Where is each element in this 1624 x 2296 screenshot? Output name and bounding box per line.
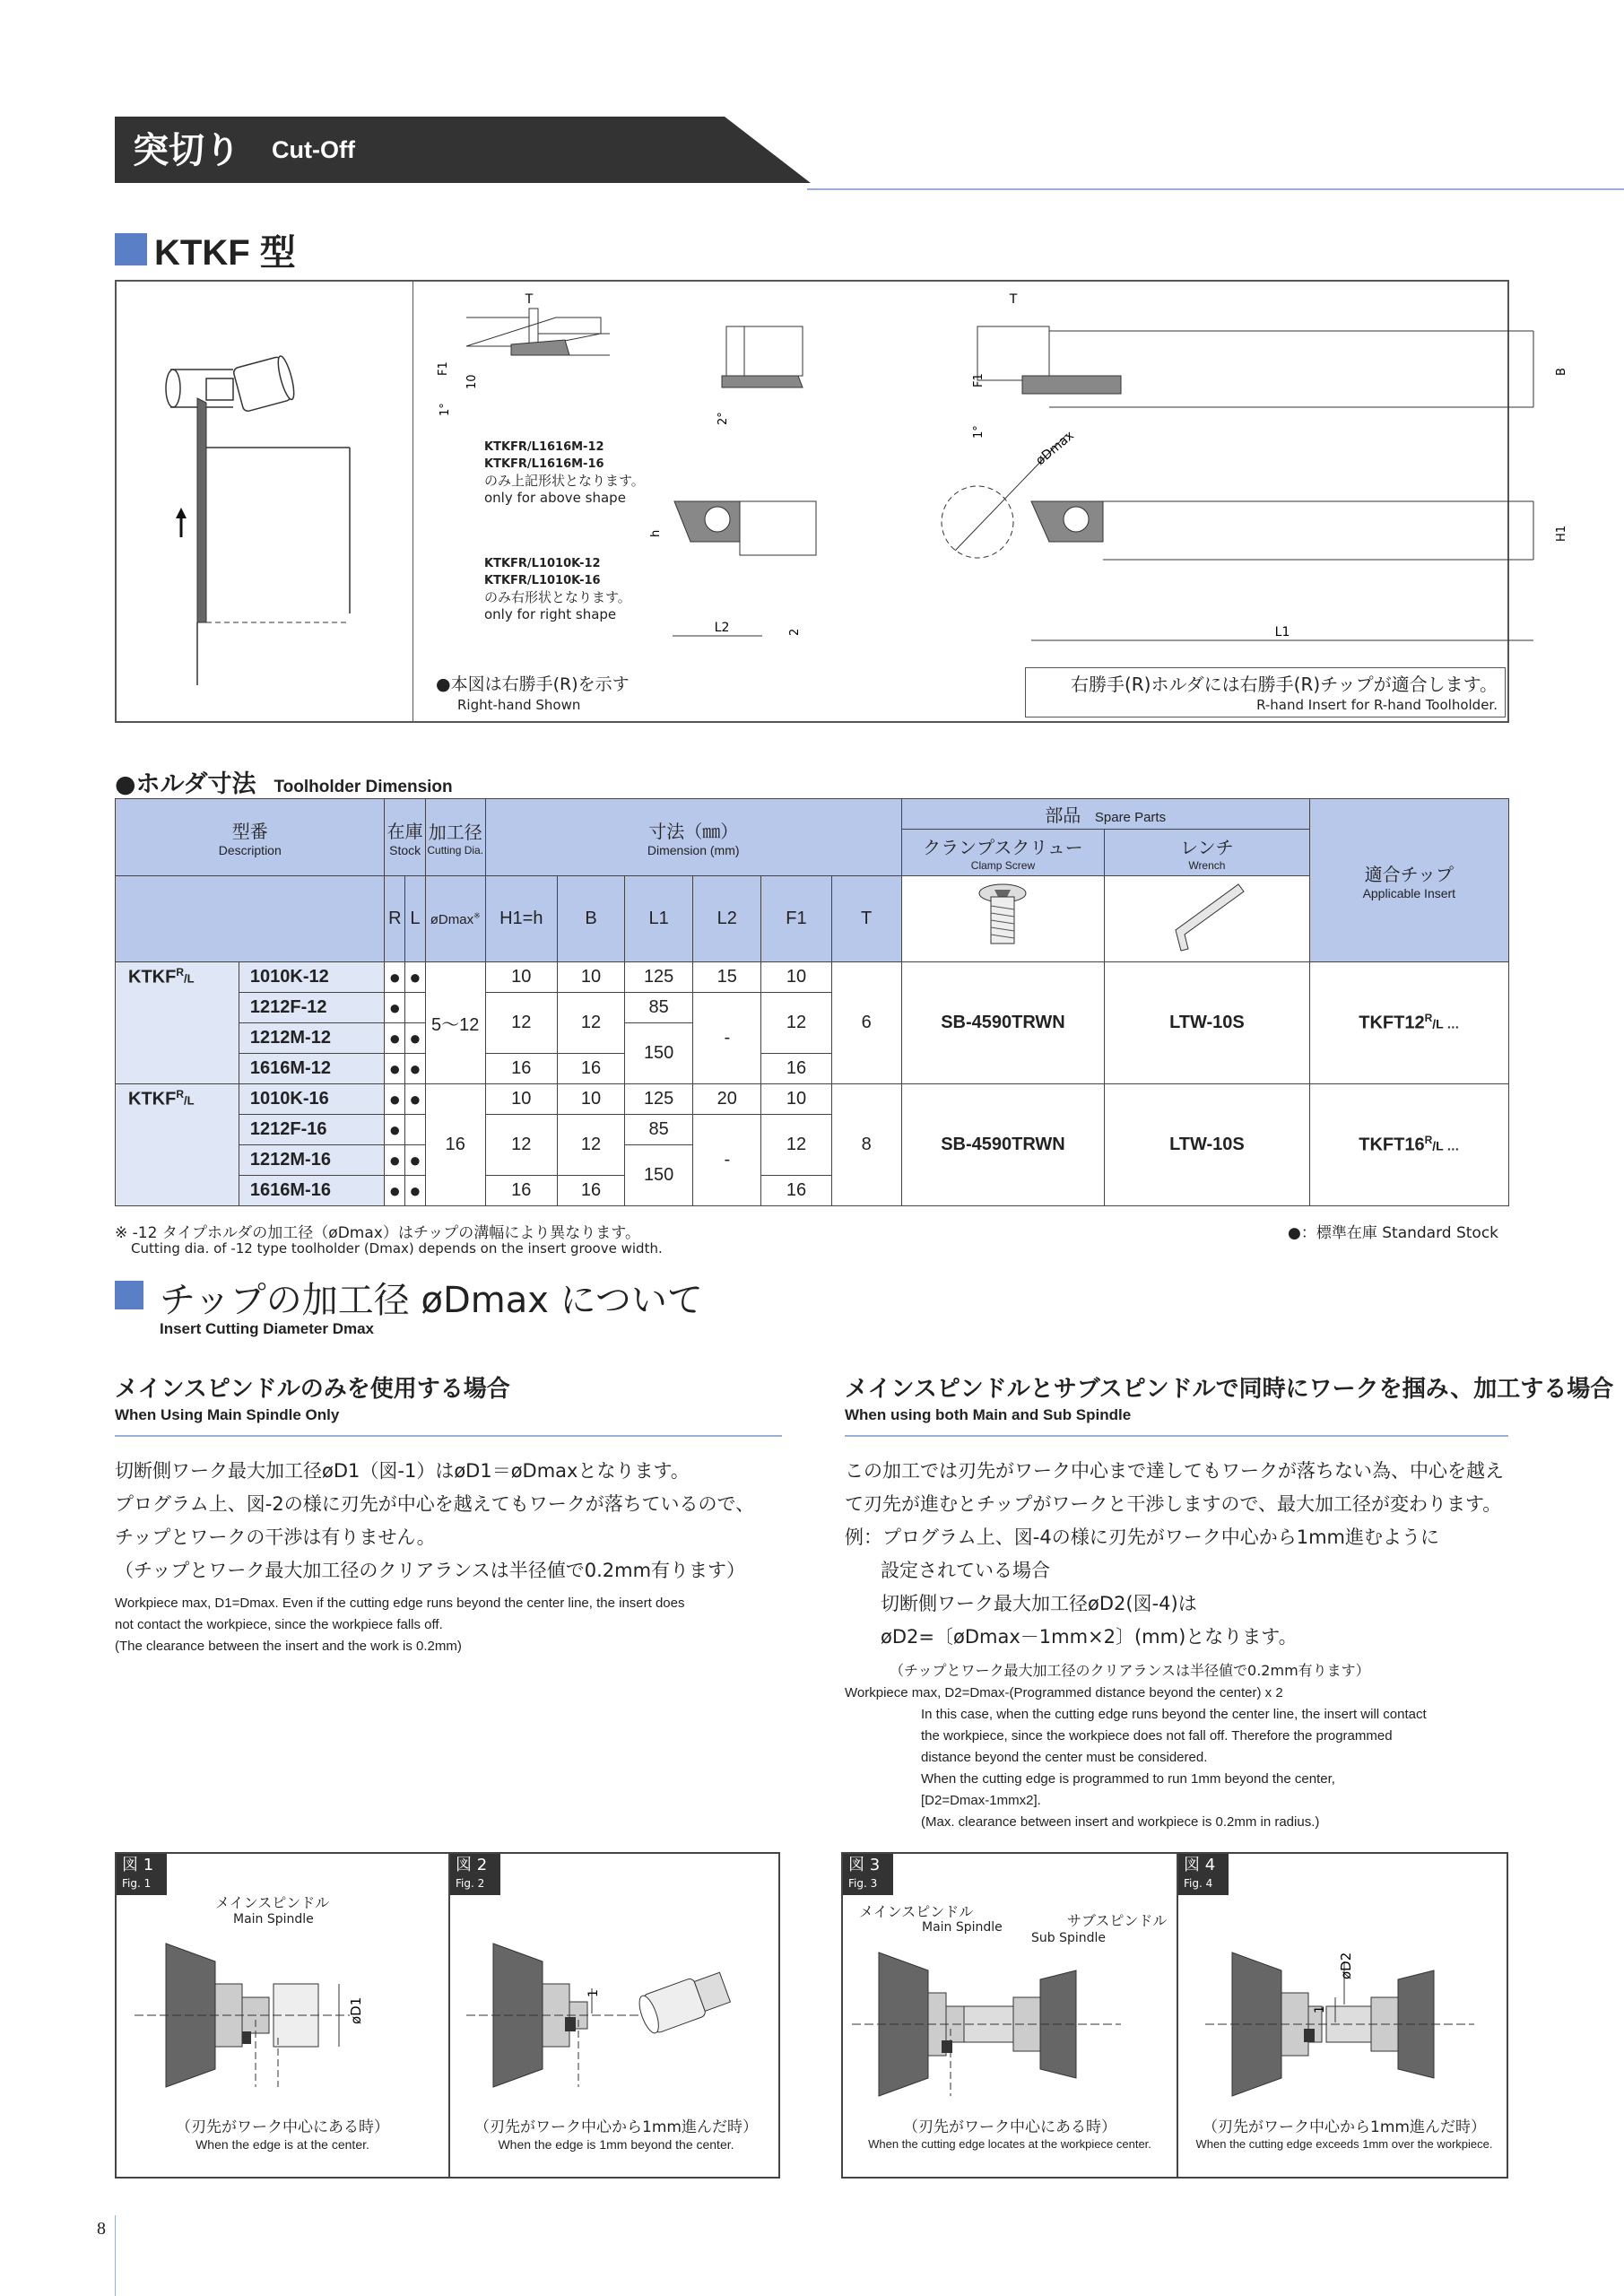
right-jp-line3: 例：プログラム上、図-4の様に刃先がワーク中心から1mm進むように xyxy=(845,1526,1439,1548)
holder-title-jp: ●ホルダ寸法 xyxy=(115,770,256,798)
fig2-tag xyxy=(450,1854,500,1895)
table-row-model: 1616M-12 xyxy=(239,1054,385,1084)
header-cutting xyxy=(425,799,485,876)
figure-panel-right xyxy=(841,1852,1508,2179)
group2-prefix-text: KTKF xyxy=(128,1089,177,1109)
right-body-jp xyxy=(845,1455,1526,1654)
stock-l: ● xyxy=(405,1176,426,1206)
stock-r: ● xyxy=(385,1054,405,1084)
table-row-model: 1010K-16 xyxy=(239,1084,385,1115)
stock-r: ● xyxy=(385,1023,405,1054)
fig1-drawing xyxy=(135,1935,439,2096)
cell-f1: 10 xyxy=(761,1084,831,1115)
stock-r: ● xyxy=(385,1176,405,1206)
dim-label-b: B xyxy=(1555,368,1568,376)
dim-label-10: 10 xyxy=(465,374,479,389)
header-b: B xyxy=(557,876,624,962)
cell-b: 16 xyxy=(557,1054,624,1084)
stock-l: ● xyxy=(405,1084,426,1115)
header-dmax-text: øDmax xyxy=(430,911,474,927)
group2-insert-sub: /L … xyxy=(1432,1138,1460,1153)
header-insert-jp: 適合チップ xyxy=(1364,865,1455,885)
holder-dimension-title xyxy=(115,764,453,799)
fig3-label2-jp: サブスピンドル xyxy=(1067,1912,1168,1929)
header-insert-en: Applicable Insert xyxy=(1362,886,1456,900)
note-b-line3: のみ右形状となります。 xyxy=(484,589,631,605)
right-body-en xyxy=(845,1683,1508,1833)
group2-prefix-sup: R xyxy=(176,1088,184,1100)
right-en-line7: (Max. clearance between insert and workpiece is 0.2mm in radius.) xyxy=(921,1814,1320,1830)
fig3-label-en: Main Spindle xyxy=(922,1920,1003,1935)
right-rule xyxy=(845,1435,1508,1437)
right-jp-line6: øD2=〔øDmax－1mm×2〕(mm)となります。 xyxy=(881,1626,1298,1648)
cell-f1: 12 xyxy=(761,1115,831,1176)
stock-r: ● xyxy=(385,1145,405,1176)
header-stock xyxy=(385,799,425,876)
fig4-caption-jp: （刃先がワーク中心から1mm進んだ時） xyxy=(1203,2118,1486,2136)
right-heading: メインスピンドルとサブスピンドルで同時にワークを掴み、加工する場合 xyxy=(845,1376,1614,1403)
group1-prefix-sub: /L xyxy=(184,971,195,986)
page-margin-rule xyxy=(115,2215,116,2296)
stock-legend: ●：標準在庫 Standard Stock xyxy=(1288,1224,1499,1242)
left-subheading: When Using Main Spindle Only xyxy=(115,1406,340,1423)
header-r: R xyxy=(385,876,405,962)
cell-f1: 16 xyxy=(761,1054,831,1084)
fig1-label-jp: メインスピンドル xyxy=(215,1894,330,1911)
left-jp-line2: プログラム上、図-2の様に刃先が中心を越えてもワークが落ちているので、 xyxy=(115,1493,755,1515)
fig2-tag-en: Fig. 2 xyxy=(456,1877,485,1890)
dim-label-2: 2 xyxy=(788,628,802,636)
header-dimension-jp: 寸法（㎜） xyxy=(648,822,739,842)
cell-f1: 10 xyxy=(761,962,831,993)
group2-dmax: 16 xyxy=(425,1084,485,1206)
group2-insert xyxy=(1309,1084,1508,1206)
section-banner xyxy=(115,117,814,183)
cell-f1: 16 xyxy=(761,1176,831,1206)
header-dimension-en: Dimension (mm) xyxy=(647,843,740,857)
stock-l xyxy=(405,993,426,1023)
cell-l2: 15 xyxy=(693,962,761,993)
stock-l xyxy=(405,1115,426,1145)
insert-note-box xyxy=(1025,667,1506,718)
left-jp-line3: チップとワークの干渉は有りません。 xyxy=(115,1526,436,1548)
stock-r: ● xyxy=(385,962,405,993)
cell-b: 16 xyxy=(557,1176,624,1206)
left-jp-line4: （チップとワーク最大加工径のクリアランスは半径値で0.2mm有ります） xyxy=(115,1560,746,1581)
header-dmax-sup: ※ xyxy=(473,910,481,920)
header-cutting-jp: 加工径 xyxy=(428,823,482,843)
header-wrench-jp: レンチ xyxy=(1180,839,1234,858)
dim-label-f1b: F1 xyxy=(972,373,986,387)
wrench-image xyxy=(1105,876,1309,962)
series-title: KTKF 型 xyxy=(154,233,296,273)
table-note-en: Cutting dia. of -12 type toolholder (Dmax) depends on the insert groove width. xyxy=(131,1240,663,1257)
dim-label-dmax: øDmax xyxy=(1033,428,1077,469)
fig4-dim-1: 1 xyxy=(1313,2005,1327,2013)
section-square-icon xyxy=(115,1281,143,1309)
group2-insert-sup: R xyxy=(1424,1134,1433,1147)
right-en-line2: In this case, when the cutting edge runs beyond the center line, the insert will contact xyxy=(921,1707,1427,1722)
group1-prefix xyxy=(116,962,239,1084)
fig1-caption-en: When the edge is at the center. xyxy=(195,2137,369,2152)
note-above-shape xyxy=(484,439,673,507)
dim-label-1deg: 1° xyxy=(439,403,452,416)
screw-icon xyxy=(971,881,1034,952)
dim-label-f1a: F1 xyxy=(437,361,450,376)
cell-f1: 12 xyxy=(761,993,831,1054)
right-jp-line1: この加工では刃先がワーク中心まで達してもワークが落ちない為、中心を越え xyxy=(845,1460,1504,1482)
table-row-model: 1010K-12 xyxy=(239,962,385,993)
left-heading: メインスピンドルのみを使用する場合 xyxy=(115,1376,510,1403)
table-row-model: 1616M-16 xyxy=(239,1176,385,1206)
fig1-tag-jp: 図 1 xyxy=(122,1856,154,1874)
fig2-caption-jp: （刃先がワーク中心から1mm進んだ時） xyxy=(474,2118,758,2136)
cell-l1: 85 xyxy=(625,993,693,1023)
right-hand-shown-en: Right-hand Shown xyxy=(457,697,581,713)
stock-l: ● xyxy=(405,1145,426,1176)
header-description-blank xyxy=(116,876,385,962)
page-number: 8 xyxy=(97,2219,106,2239)
right-en-line6: [D2=Dmax-1mmx2]. xyxy=(921,1793,1041,1808)
fig4-tag-jp: 図 4 xyxy=(1184,1856,1216,1874)
group1-t: 6 xyxy=(831,962,901,1084)
cell-l1: 125 xyxy=(625,1084,693,1115)
table-row-model: 1212F-16 xyxy=(239,1115,385,1145)
group1-dmax: 5〜12 xyxy=(425,962,485,1084)
group1-screw: SB-4590TRWN xyxy=(901,962,1104,1084)
header-clamp-jp: クランプスクリュー xyxy=(923,839,1083,858)
group1-insert-sub: /L … xyxy=(1432,1016,1460,1031)
dim-label-t2: T xyxy=(1009,292,1018,307)
fig3-label-jp: メインスピンドル xyxy=(859,1903,974,1920)
cell-l1: 85 xyxy=(625,1115,693,1145)
fig3-tag xyxy=(843,1854,893,1895)
group1-prefix-text: KTKF xyxy=(128,967,177,987)
group1-wrench: LTW-10S xyxy=(1105,962,1309,1084)
cell-b: 10 xyxy=(557,1084,624,1115)
banner-title-jp: 突切り xyxy=(133,130,240,171)
cell-l1: 150 xyxy=(625,1023,693,1084)
toolholder-dimension-table xyxy=(115,798,1509,1206)
fig3-caption-en: When the cutting edge locates at the workpiece center. xyxy=(868,2137,1151,2151)
right-hand-shown-jp: ●本図は右勝手(R)を示す xyxy=(436,674,630,694)
header-dmax xyxy=(425,876,485,962)
wrench-icon xyxy=(1158,881,1256,952)
fig3-label2-en: Sub Spindle xyxy=(1031,1931,1107,1945)
header-description-jp: 型番 xyxy=(231,822,268,842)
note-right-shape xyxy=(484,555,673,623)
left-rule xyxy=(115,1435,782,1437)
header-dimension xyxy=(485,799,901,876)
group2-t: 8 xyxy=(831,1084,901,1206)
cell-l2: 20 xyxy=(693,1084,761,1115)
header-rule xyxy=(807,188,1624,190)
cell-l1: 150 xyxy=(625,1145,693,1206)
holder-title-en: Toolholder Dimension xyxy=(274,778,453,796)
cell-b: 10 xyxy=(557,962,624,993)
header-description-en: Description xyxy=(218,843,282,857)
dim-label-h: h xyxy=(649,529,663,537)
right-en-line1: Workpiece max, D2=Dmax-(Programmed distance beyond the center) x 2 xyxy=(845,1685,1283,1700)
stock-l: ● xyxy=(405,1054,426,1084)
fig3-tag-jp: 図 3 xyxy=(848,1856,881,1874)
right-en-line5: When the cutting edge is programmed to run 1mm beyond the center, xyxy=(921,1771,1335,1787)
stock-r: ● xyxy=(385,1084,405,1115)
header-f1: F1 xyxy=(761,876,831,962)
table-row-model: 1212M-16 xyxy=(239,1145,385,1176)
fig2-dim-1: 1 xyxy=(586,1989,601,1997)
fig2-drawing xyxy=(466,1935,771,2096)
group1-insert-text: TKFT12 xyxy=(1359,1013,1425,1033)
left-body-jp xyxy=(115,1455,796,1587)
fig4-drawing xyxy=(1187,1926,1501,2105)
chip-section-subtitle: Insert Cutting Diameter Dmax xyxy=(160,1320,374,1337)
cell-l1: 125 xyxy=(625,962,693,993)
right-en-line3: the workpiece, since the workpiece does not fall off. Therefore the programmed xyxy=(921,1728,1393,1744)
group1-insert-sup: R xyxy=(1424,1012,1433,1025)
header-description xyxy=(116,799,385,876)
right-jp-line7: （チップとワーク最大加工径のクリアランスは半径値で0.2mm有ります） xyxy=(890,1662,1370,1679)
cell-h1: 12 xyxy=(485,993,557,1054)
left-body-en xyxy=(115,1593,796,1657)
fig2-caption-en: When the edge is 1mm beyond the center. xyxy=(498,2137,734,2152)
dim-label-h1: H1 xyxy=(1555,525,1568,542)
fig1-label-en: Main Spindle xyxy=(233,1912,314,1926)
dim-label-l2: L2 xyxy=(714,621,730,635)
cell-b: 12 xyxy=(557,1115,624,1176)
header-cutting-en: Cutting Dia. xyxy=(427,844,484,857)
header-insert xyxy=(1309,799,1508,962)
group1-insert xyxy=(1309,962,1508,1084)
fig1-caption-jp: （刃先がワーク中心にある時） xyxy=(176,2118,389,2136)
note-b-line4: only for right shape xyxy=(484,606,617,622)
cell-h1: 16 xyxy=(485,1054,557,1084)
group2-prefix xyxy=(116,1084,239,1206)
fig4-tag-en: Fig. 4 xyxy=(1184,1877,1213,1890)
header-l2: L2 xyxy=(693,876,761,962)
left-en-line2: not contact the workpiece, since the workpiece falls off. xyxy=(115,1617,443,1632)
figure-panel-left xyxy=(115,1852,780,2179)
header-clamp-en: Clamp Screw xyxy=(970,859,1036,872)
fig2-tag-jp: 図 2 xyxy=(456,1856,488,1874)
header-spare-jp: 部品 xyxy=(1045,806,1081,826)
header-wrench-en: Wrench xyxy=(1188,859,1226,872)
dim-label-l1: L1 xyxy=(1274,625,1290,639)
header-wrench xyxy=(1105,830,1309,876)
note-b-line1: KTKFR/L1010K-12 xyxy=(484,557,601,570)
fig4-tag xyxy=(1178,1854,1229,1895)
dim-label-t1: T xyxy=(525,292,534,307)
note-b-line2: KTKFR/L1010K-16 xyxy=(484,574,601,587)
right-jp-line2: て刃先が進むとチップがワークと干渉しますので、最大加工径が変わります。 xyxy=(845,1493,1502,1515)
right-subheading: When using both Main and Sub Spindle xyxy=(845,1406,1132,1423)
stock-r: ● xyxy=(385,993,405,1023)
header-spare xyxy=(901,799,1309,830)
cell-l2: - xyxy=(693,1115,761,1206)
section-square-icon xyxy=(115,233,147,265)
fig3-caption-jp: （刃先がワーク中心にある時） xyxy=(903,2118,1116,2136)
right-jp-line5: 切断側ワーク最大加工径øD2(図-4)は xyxy=(881,1593,1197,1614)
banner-title-en: Cut-Off xyxy=(272,136,355,163)
cell-h1: 10 xyxy=(485,962,557,993)
left-jp-line1: 切断側ワーク最大加工径øD1（図-1）はøD1＝øDmaxとなります。 xyxy=(115,1460,690,1482)
stock-r: ● xyxy=(385,1115,405,1145)
note-a-line1: KTKFR/L1616M-12 xyxy=(484,440,604,454)
group2-wrench: LTW-10S xyxy=(1105,1084,1309,1206)
left-en-line3: (The clearance between the insert and the work is 0.2mm) xyxy=(115,1639,462,1654)
right-jp-line4: 設定されている場合 xyxy=(881,1560,1050,1581)
table-row-model: 1212M-12 xyxy=(239,1023,385,1054)
note-a-line3: のみ上記形状となります。 xyxy=(484,473,645,489)
note-a-line2: KTKFR/L1616M-16 xyxy=(484,457,604,471)
insert-note-jp: 右勝手(R)ホルダには右勝手(R)チップが適合します。 xyxy=(1070,674,1498,695)
group2-prefix-sub: /L xyxy=(184,1093,195,1108)
note-a-line4: only for above shape xyxy=(484,490,626,506)
table-row-model: 1212F-12 xyxy=(239,993,385,1023)
cell-h1: 16 xyxy=(485,1176,557,1206)
fig4-caption-en: When the cutting edge exceeds 1mm over the workpiece. xyxy=(1195,2137,1493,2151)
cell-l2: - xyxy=(693,993,761,1084)
right-en-line4: distance beyond the center must be considered. xyxy=(921,1750,1208,1765)
dim-label-1deg2: 1° xyxy=(972,425,986,439)
cutting-illustration xyxy=(170,353,404,712)
fig1-dim-d1: øD1 xyxy=(348,1996,364,2024)
tool-diagram-box xyxy=(115,280,1568,723)
chip-section-title: チップの加工径 øDmax について xyxy=(160,1280,703,1321)
dim-label-2deg: 2° xyxy=(716,412,730,425)
clamp-screw-image xyxy=(901,876,1104,962)
stock-l: ● xyxy=(405,1023,426,1054)
fig1-tag-en: Fig. 1 xyxy=(122,1877,152,1890)
header-stock-jp: 在庫 xyxy=(386,822,423,842)
insert-note-en: R-hand Insert for R-hand Toolholder. xyxy=(1256,697,1498,713)
fig1-tag xyxy=(117,1854,167,1895)
cell-h1: 12 xyxy=(485,1115,557,1176)
header-l1: L1 xyxy=(625,876,693,962)
group1-prefix-sup: R xyxy=(176,966,184,978)
header-spare-en: Spare Parts xyxy=(1094,810,1167,825)
cell-b: 12 xyxy=(557,993,624,1054)
cell-h1: 10 xyxy=(485,1084,557,1115)
header-l: L xyxy=(405,876,426,962)
left-en-line1: Workpiece max, D1=Dmax. Even if the cutting edge runs beyond the center line, the insert does xyxy=(115,1596,685,1611)
header-t: T xyxy=(831,876,901,962)
header-h1: H1=h xyxy=(485,876,557,962)
fig3-drawing xyxy=(852,1944,1166,2105)
stock-l: ● xyxy=(405,962,426,993)
header-stock-en: Stock xyxy=(389,843,421,857)
group2-screw: SB-4590TRWN xyxy=(901,1084,1104,1206)
header-clamp xyxy=(901,830,1104,876)
group2-insert-text: TKFT16 xyxy=(1359,1135,1425,1155)
fig3-tag-en: Fig. 3 xyxy=(848,1877,878,1890)
table-note-jp: ※ -12 タイプホルダの加工径（øDmax）はチップの溝幅により異なります。 xyxy=(115,1224,640,1242)
fig4-dim-d2: øD2 xyxy=(1338,1952,1354,1979)
